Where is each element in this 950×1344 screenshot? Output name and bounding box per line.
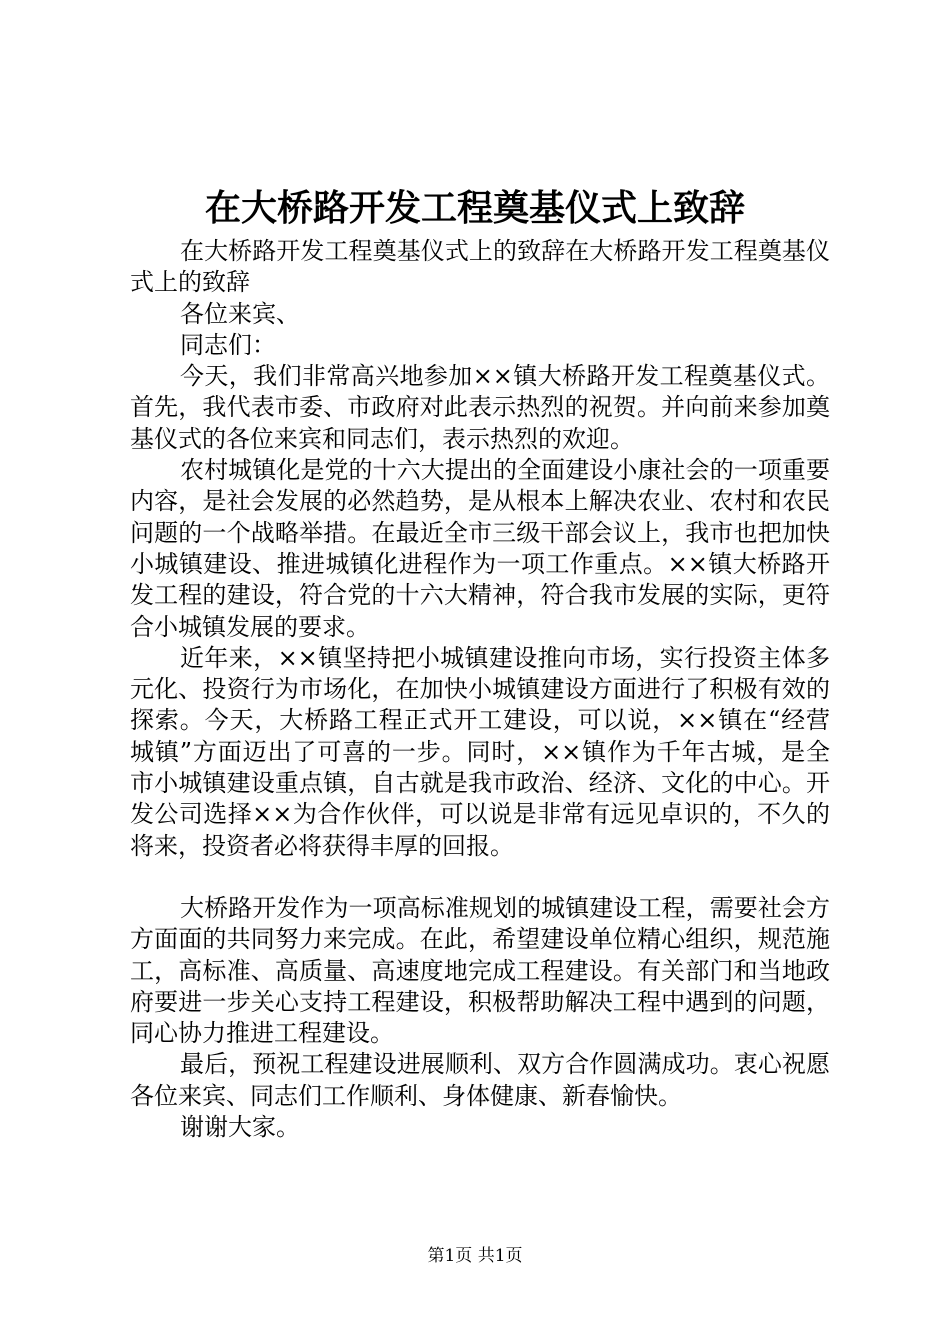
salutation-guests: 各位来宾、: [180, 299, 300, 328]
document-title: 在大桥路开发工程奠基仪式上致辞: [204, 187, 745, 229]
body-paragraph: 近年来，××镇坚持把小城镇建设推向市场，实行投资主体多元化、投资行为市场化，在加快小城镇建设方面进行了积极有效的探索。今天，大桥路工程正式开工建设，可以说，××镇在“经营城镇”方面迈出了可喜的一步。同时，××镇作为千年古城，是全市小城镇建设重点镇，自古就是我市政治、经济、文化的中心。开发公司选择××为合作伙伴，可以说是非常有远见卓识的，不久的将来，投资者必将获得丰厚的回报。: [130, 643, 830, 860]
salutation-comrades: 同志们：: [180, 330, 276, 359]
closing-paragraph: 最后，预祝工程建设进展顺利、双方合作圆满成功。衷心祝愿各位来宾、同志们工作顺利、身体健康、新春愉快。: [130, 1050, 830, 1110]
body-paragraph-intro: 在大桥路开发工程奠基仪式上的致辞在大桥路开发工程奠基仪式上的致辞: [130, 237, 830, 297]
closing-thanks: 谢谢大家。: [180, 1113, 300, 1142]
page-number-footer: 第1页 共1页: [427, 1246, 523, 1266]
body-paragraph: 农村城镇化是党的十六大提出的全面建设小康社会的一项重要内容，是社会发展的必然趋势，是从根本上解决农业、农村和农民问题的一个战略举措。在最近全市三级干部会议上，我市也把加快小城镇建设、推进城镇化进程作为一项工作重点。××镇大桥路开发工程的建设，符合党的十六大精神，符合我市发展的实际，更符合小城镇发展的要求。: [130, 456, 830, 641]
document-body: [130, 236, 830, 1143]
body-paragraph: 大桥路开发作为一项高标准规划的城镇建设工程，需要社会方方面面的共同努力来完成。在此，希望建设单位精心组织，规范施工，高标准、高质量、高速度地完成工程建设。有关部门和当地政府要进一步关心支持工程建设，积极帮助解决工程中遇到的问题，同心协力推进工程建设。: [130, 893, 830, 1048]
body-paragraph: 今天，我们非常高兴地参加××镇大桥路开发工程奠基仪式。首先，我代表市委、市政府对此表示热烈的祝贺。并向前来参加奠基仪式的各位来宾和同志们，表示热烈的欢迎。: [130, 362, 830, 453]
